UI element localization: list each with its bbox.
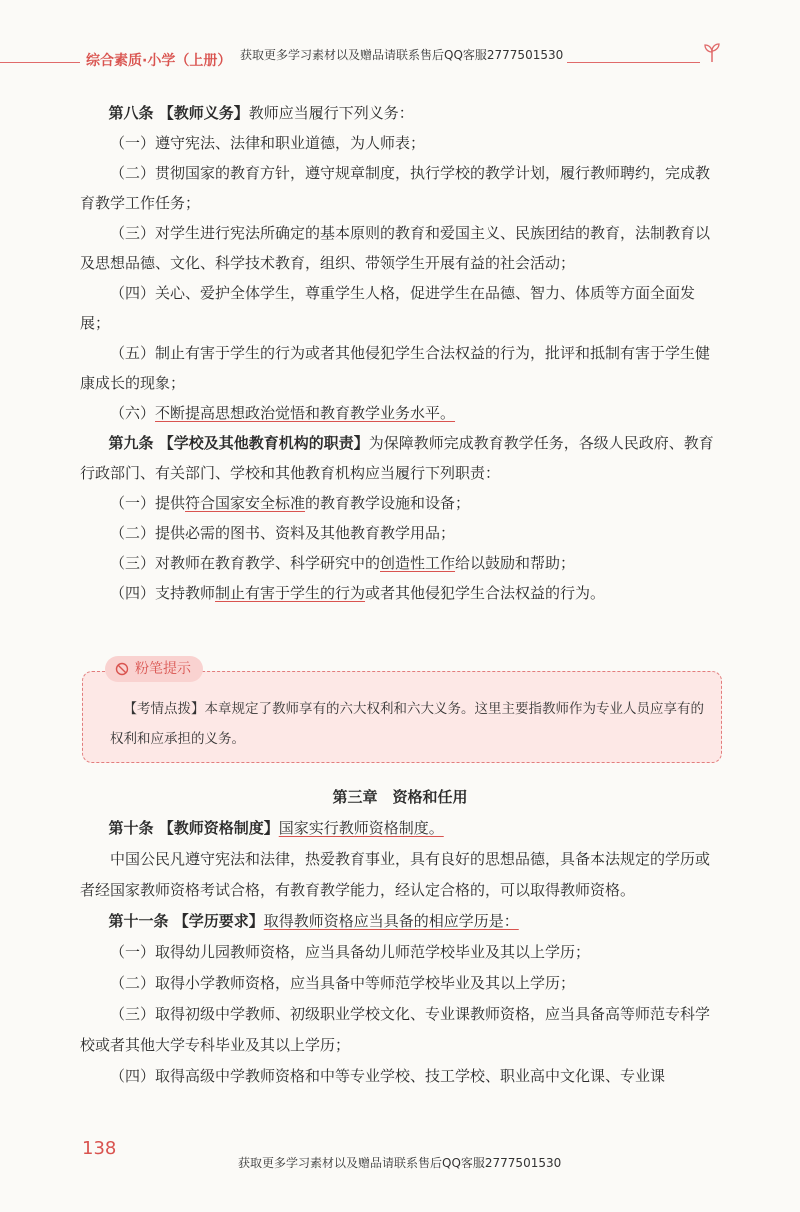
article-8-9-text [80,98,720,608]
article-9-item-2: （二）提供必需的图书、资料及其他教育教学用品； [110,524,456,542]
article-10-heading: 第十条 【教师资格制度】国家实行教师资格制度。 [108,819,444,837]
tip-label [105,656,203,682]
article-9-item-1: （一）提供符合国家安全标准的教育教学设施和设备； [110,494,471,512]
header-ad: 获取更多学习素材以及赠品请联系售后QQ客服2777501530 [236,46,567,63]
article-11-item-4: （四）取得高级中学教师资格和中等专业学校、技工学校、职业高中文化课、专业课 [110,1067,666,1085]
article-8-heading: 第八条 【教师义务】教师应当履行下列义务： [108,104,414,122]
book-title: 综合素质·小学（上册） [80,50,237,70]
article-11-item-2: （二）取得小学教师资格，应当具备中等师范学校毕业及其以上学历； [110,974,576,992]
article-9-item-4: （四）支持教师制止有害于学生的行为或者其他侵犯学生合法权益的行为。 [110,584,606,602]
article-8-item-2: （二）贯彻国家的教育方针，遵守规章制度，执行学校的教学计划，履行教师聘约，完成教育教学工作任务； [80,164,711,212]
tip-label-text: 粉笔提示 [135,661,191,677]
article-11-item-1: （一）取得幼儿园教师资格，应当具备幼儿师范学校毕业及其以上学历； [110,943,591,961]
sprout-icon [700,40,724,64]
tip-text: 【考情点拨】本章规定了教师享有的六大权利和六大义务。这里主要指教师作为专业人员应享有的权利和应承担的义务。 [110,701,704,747]
article-10-body: 中国公民凡遵守宪法和法律，热爱教育事业，具有良好的思想品德，具备本法规定的学历或者经国家教师资格考试合格，有教育教学能力，经认定合格的，可以取得教师资格。 [80,850,711,899]
article-8-item-1: （一）遵守宪法、法律和职业道德，为人师表； [110,134,426,152]
no-entry-icon [115,662,129,676]
article-8-item-5: （五）制止有害于学生的行为或者其他侵犯学生合法权益的行为，批评和抵制有害于学生健康成长的现象； [80,344,711,392]
article-8-item-4: （四）关心、爱护全体学生，尊重学生人格，促进学生在品德、智力、体质等方面全面发展； [80,284,696,332]
page-number: 138 [82,1138,117,1159]
article-9-item-3: （三）对教师在教育教学、科学研究中的创造性工作给以鼓励和帮助； [110,554,576,572]
article-11-item-3: （三）取得初级中学教师、初级职业学校文化、专业课教师资格，应当具备高等师范专科学校或者其他大学专科毕业及其以上学历； [80,1005,711,1054]
article-8-item-3: （三）对学生进行宪法所确定的基本原则的教育和爱国主义、民族团结的教育，法制教育以及思想品德、文化、科学技术教育，组织、带领学生开展有益的社会活动； [80,224,711,272]
chapter-heading: 第三章 资格和任用 [332,788,468,806]
chapter-3-text [80,782,720,1092]
footer-ad: 获取更多学习素材以及赠品请联系售后QQ客服2777501530 [238,1156,562,1170]
article-8-item-6: （六）不断提高思想政治觉悟和教育教学业务水平。 [110,404,456,422]
article-9-heading: 第九条 【学校及其他教育机构的职责】为保障教师完成教育教学任务，各级人民政府、教育行政部门、有关部门、学校和其他教育机构应当履行下列职责： [80,434,714,482]
page-header [0,0,800,80]
article-11-heading: 第十一条 【学历要求】取得教师资格应当具备的相应学历是： [108,912,519,930]
